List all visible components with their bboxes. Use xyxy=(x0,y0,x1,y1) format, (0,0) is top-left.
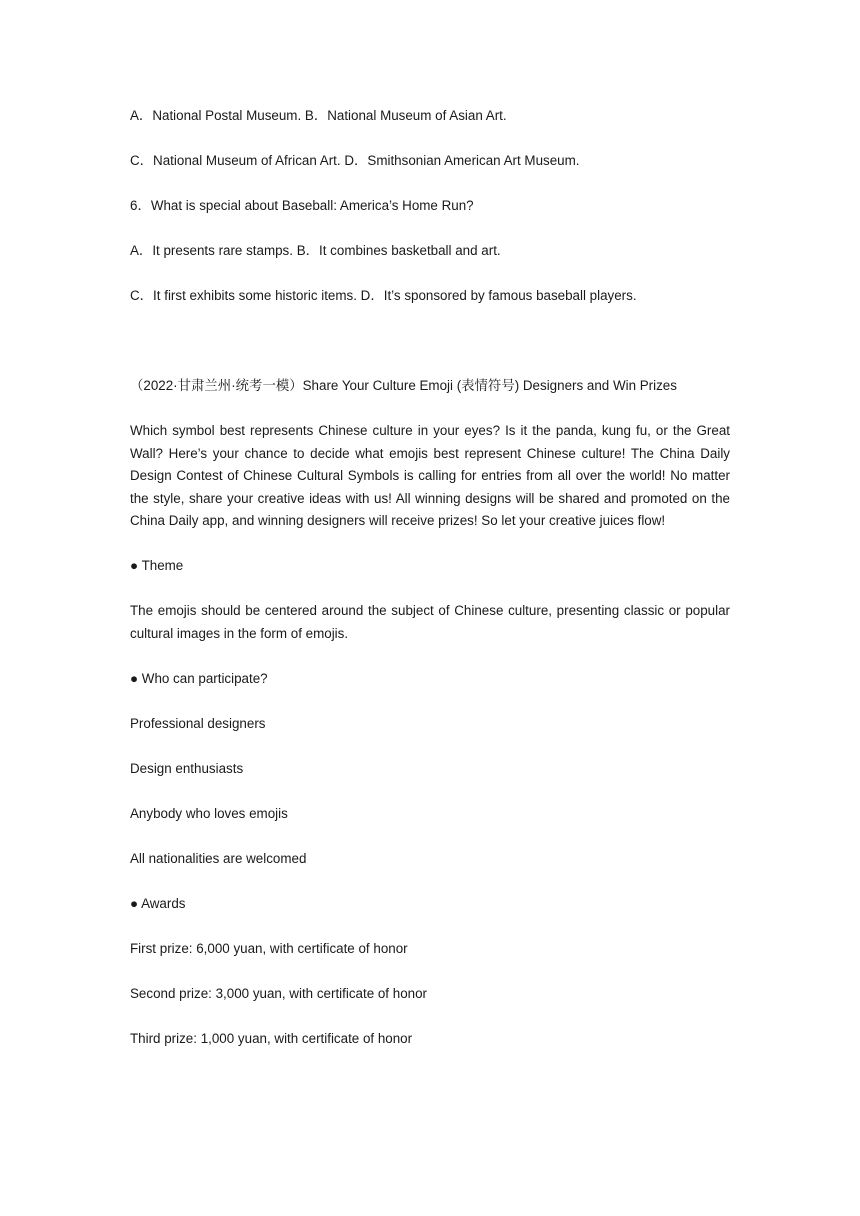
section-gap xyxy=(130,330,730,375)
q6-options-ab: A．It presents rare stamps. B．It combines basketball and art. xyxy=(130,243,501,258)
awards-heading: ● Awards xyxy=(130,895,186,911)
award-item: Second prize: 3,000 yuan, with certificate of honor xyxy=(130,985,428,1001)
theme-text: The emojis should be centered around the subject of Chinese culture, presenting classic or popular cultural images in the form of emojis. xyxy=(130,603,730,641)
participant-item: Anybody who loves emojis xyxy=(130,805,288,821)
q6-stem: 6．What is special about Baseball: America’s Home Run? xyxy=(130,198,474,213)
award-item: First prize: 6,000 yuan, with certificate of honor xyxy=(130,940,408,956)
participants-heading: ● Who can participate? xyxy=(130,670,268,686)
passage-intro: Which symbol best represents Chinese culture in your eyes? Is it the panda, kung fu, or the Great Wall? Here’s your chance to decide what emojis best represent Chinese culture! The China Daily Design Contest of Chinese Cultural Symbols is calling for entries from all over the world! No matter the style, share your creative ideas with us! All winning designs will be shared and promoted on the China Daily app, and winning designers will receive prizes! So let your creative juices flow! xyxy=(130,423,730,528)
document-page xyxy=(130,105,730,1073)
participant-item: Professional designers xyxy=(130,715,266,731)
theme-heading: ● Theme xyxy=(130,558,184,573)
participant-item: Design enthusiasts xyxy=(130,760,244,776)
award-item: Third prize: 1,000 yuan, with certificate of honor xyxy=(130,1030,413,1046)
q5-options-ab: A．National Postal Museum. B．National Museum of Asian Art. xyxy=(130,108,507,123)
participant-item: All nationalities are welcomed xyxy=(130,850,307,866)
passage-title: （2022·甘肃兰州·统考一模）Share Your Culture Emoji (表情符号) Designers and Win Prizes xyxy=(130,378,677,393)
q5-options-cd: C．National Museum of African Art. D．Smithsonian American Art Museum. xyxy=(130,153,580,168)
q6-options-cd: C．It first exhibits some historic items. D．It’s sponsored by famous baseball players. xyxy=(130,288,637,303)
